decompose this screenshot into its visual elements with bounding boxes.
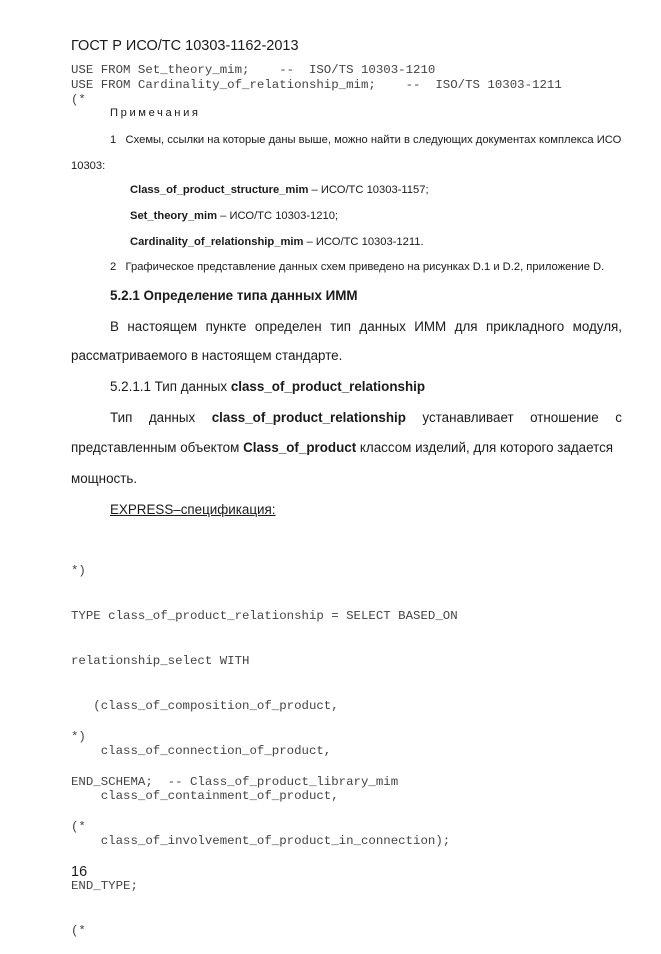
note-1: 1 Схемы, ссылки на которые даны выше, можно найти в следующих документах комплекса ИСО bbox=[110, 134, 622, 146]
code-line: relationship_select WITH bbox=[71, 654, 250, 668]
word: отношение bbox=[530, 410, 599, 425]
note-ref-3 bbox=[130, 236, 424, 248]
subsection-heading bbox=[110, 379, 425, 394]
subsection-heading-prefix: 5.2.1.1 Тип данных bbox=[110, 379, 231, 394]
word: данных bbox=[148, 410, 196, 425]
text-run: представленным объектом bbox=[71, 440, 244, 455]
subsection-heading-type-name: class_of_product_relationship bbox=[230, 379, 426, 394]
note-ref-name: Set_theory_mim bbox=[130, 210, 218, 222]
paragraph-1-line-1: В настоящем пункте определен тип данных ИММ для прикладного модуля, bbox=[110, 319, 622, 334]
word: устанавливает bbox=[422, 410, 514, 425]
paragraph-1-line-2: рассматриваемого в настоящем стандарте. bbox=[71, 348, 343, 363]
paragraph-2-line-1 bbox=[110, 410, 622, 425]
code-use-cardinality: USE FROM Cardinality_of_relationship_mim; -- ISO/TS 10303-1211 bbox=[71, 78, 562, 92]
code-use-set-theory: USE FROM Set_theory_mim; -- ISO/TS 10303-1210 bbox=[71, 63, 436, 77]
type-name: class_of_product_relationship bbox=[211, 410, 406, 425]
code-comment-open: (* bbox=[71, 93, 86, 107]
text-run: классом изделий, для которого задается bbox=[356, 440, 614, 455]
code-line: *) bbox=[71, 730, 86, 744]
note-2: 2 Графическое представление данных схем приведено на рисунках D.1 и D.2, приложение D. bbox=[110, 261, 605, 273]
code-line: (* bbox=[71, 924, 86, 938]
note-ref-name: Cardinality_of_relationship_mim bbox=[130, 236, 304, 248]
word: с bbox=[615, 410, 622, 425]
code-end-schema-block bbox=[71, 700, 398, 850]
note-ref-doc: – ИСО/ТС 10303-1210; bbox=[217, 210, 339, 222]
paragraph-2-line-2 bbox=[71, 440, 613, 455]
note-ref-name: Class_of_product_structure_mim bbox=[130, 184, 309, 196]
word: Тип bbox=[110, 410, 133, 425]
code-line: END_SCHEMA; -- Class_of_product_library_mim bbox=[71, 775, 399, 789]
paragraph-2-line-3: мощность. bbox=[71, 471, 138, 486]
code-line: class_of_connection_of_product, bbox=[71, 744, 332, 758]
note-ref-doc: – ИСО/ТС 10303-1157; bbox=[308, 184, 429, 196]
entity-name: Class_of_product bbox=[243, 440, 357, 455]
notes-title: Примечания bbox=[110, 107, 201, 119]
express-spec-label: EXPRESS–спецификация: bbox=[110, 502, 276, 517]
code-line: END_TYPE; bbox=[71, 879, 138, 893]
note-1-continued: 10303: bbox=[71, 160, 106, 172]
code-line: *) bbox=[71, 564, 86, 578]
code-line: TYPE class_of_product_relationship = SELECT BASED_ON bbox=[71, 609, 458, 623]
code-line: (class_of_composition_of_product, bbox=[71, 699, 339, 713]
code-line: class_of_involvement_of_product_in_connection); bbox=[71, 834, 451, 848]
document-header: ГОСТ Р ИСО/ТС 10303-1162-2013 bbox=[71, 38, 299, 54]
section-heading: 5.2.1 Определение типа данных ИММ bbox=[110, 288, 358, 303]
page-number: 16 bbox=[71, 864, 88, 880]
note-ref-doc: – ИСО/ТС 10303-1211. bbox=[303, 236, 424, 248]
note-ref-2 bbox=[130, 210, 338, 222]
code-line: (* bbox=[71, 820, 86, 834]
note-ref-1 bbox=[130, 184, 429, 196]
code-line: class_of_containment_of_product, bbox=[71, 789, 339, 803]
